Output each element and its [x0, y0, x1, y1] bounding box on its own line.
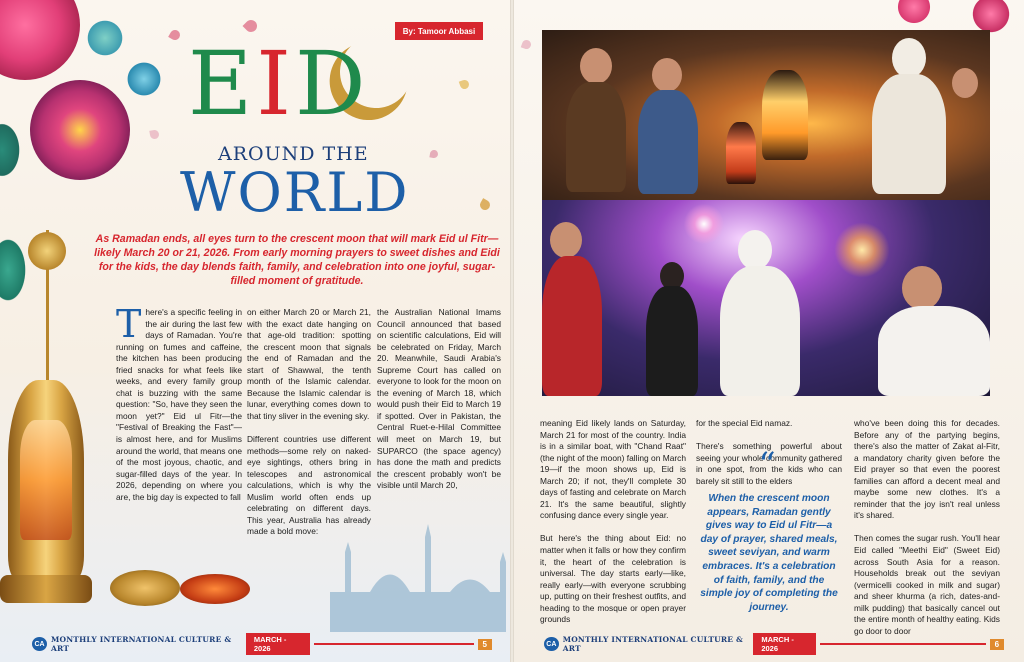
- footer-rule: [314, 643, 474, 645]
- paragraph: meaning Eid likely lands on Saturday, March 21 for most of the country. India is in a similar boat, with "Chand Raat" (the night of the moon) falling on March 19—if the moon shows up, Eid is March 20; if not, they'll complete 30 days of fasting and celebrate on March 21. It's the same beautiful, slightly confusing dance every single year.: [540, 418, 686, 521]
- person-figure: [892, 38, 926, 78]
- paragraph: There's something powerful about seeing your whole community gathered in one spot, from the kids who can barely sit still to the elders: [696, 441, 842, 486]
- title-world: WORLD: [180, 161, 410, 224]
- title-letter-e: E: [188, 32, 257, 135]
- person-figure: [878, 306, 990, 396]
- left-column-1: [116, 302, 242, 515]
- page-number: 6: [990, 639, 1004, 650]
- left-column-2: [247, 307, 371, 549]
- firework: [832, 220, 892, 280]
- person-figure: [952, 68, 978, 98]
- firework: [682, 202, 726, 246]
- drop-cap: T: [116, 302, 142, 346]
- quote-icon: “: [758, 445, 776, 485]
- magazine-name: MONTHLY INTERNATIONAL CULTURE & ART: [562, 635, 743, 653]
- person-figure: [720, 266, 800, 396]
- paragraph: Different countries use different methods—some rely on naked-eye sightings, others bring in telescopes and astronomical calculations, which is why the Muslim world often ends up celebrating on different days. This year, Australia has already made a bold move:: [247, 433, 371, 537]
- issue-date: MARCH - 2026: [753, 633, 816, 655]
- right-footer: [544, 636, 1004, 652]
- person-figure: [646, 286, 698, 396]
- left-footer: [32, 636, 492, 652]
- person-figure: [638, 90, 698, 194]
- lantern-icon: [762, 70, 808, 160]
- person-figure: [738, 230, 772, 270]
- lantern-icon: [726, 122, 756, 184]
- paragraph: on either March 20 or March 21, with the exact date hanging on that age-old tradition: spotting the crescent moon that signals the end of Ramadan and the start of Shawwal, the tenth month of the Islamic calendar. Because the Islamic calendar is lunar, everything comes down to that tiny sliver in the evening sky.: [247, 307, 371, 421]
- right-page: [514, 0, 1024, 662]
- person-figure: [542, 256, 602, 396]
- person-figure: [566, 82, 626, 192]
- magazine-logo-icon: CA: [544, 637, 559, 651]
- left-column-3: [377, 307, 501, 503]
- article-deck: As Ramadan ends, all eyes turn to the crescent moon that will mark Eid ul Fitr—likely March 20 or 21, 2026. From early morning prayers to sweet dishes and Eidi for the kids, the day blends faith, family, and celebration into one joyful, sugar-filled moment of gratitude.: [94, 233, 500, 287]
- person-figure: [872, 74, 946, 194]
- magazine-logo-icon: CA: [32, 637, 47, 651]
- person-figure: [652, 58, 682, 92]
- paragraph: here's a specific feeling in the air during the last few days of Ramadan. You're running on fumes and caffeine, the kitchen has been producing fried snacks for what feels like weeks, and every family group chat is buzzing with the same question: "So, have they seen the moon yet?" Eid ul Fitr—the "Festival of Breaking the Fast"—is almost here, and for Muslims around the world, that means one of the most joyous, chaotic, and sugar-filled days of the year. In 2026, depending on where you are, the big day is expected to fall: [116, 307, 242, 502]
- celebration-photo-collage: [542, 30, 990, 396]
- title-around: AROUND THE: [218, 143, 369, 165]
- page-number: 5: [478, 639, 492, 650]
- person-figure: [580, 48, 612, 84]
- right-column-3: [854, 418, 1000, 649]
- paragraph: the Australian National Imams Council announced that based on scientific calculations, Eid will be celebrated on Friday, March 20. Meanwhile, Saudi Arabia's Supreme Court has called on everyone to look for the moon on the evening of March 18, which would push their Eid to March 19 if spotted. Over in Pakistan, the Central Ruet-e-Hilal Committee will meet on March 19, but SUPARCO (the space agency) has done the math and predicts the crescent probably won't be visible until March 20,: [377, 307, 501, 491]
- person-figure: [902, 266, 942, 310]
- issue-date: MARCH - 2026: [246, 633, 310, 655]
- paragraph: who've been doing this for decades. Before any of the partying begins, there's also the matter of Zakat al-Fitr, a mandatory charity given before the Eid prayer so that even the poorest families can afford a decent meal and maybe some new clothes. It's a reminder that the joy isn't real unless it's shared.: [854, 418, 1000, 521]
- title-eid: [188, 32, 370, 135]
- byline-badge: By: Tamoor Abbasi: [395, 22, 483, 40]
- pull-quote: When the crescent moon appears, Ramadan gently gives way to Eid ul Fitr—a day of prayer, shared meals, sweet seviyan, and warm embraces. It's a celebration of faith, family, and the simple joy of completing the journey.: [700, 493, 838, 613]
- title-letter-d: D: [295, 32, 370, 135]
- magazine-name: MONTHLY INTERNATIONAL CULTURE & ART: [51, 635, 232, 653]
- paragraph: for the special Eid namaz.: [696, 418, 793, 428]
- footer-rule: [820, 643, 985, 645]
- person-figure: [550, 222, 582, 258]
- right-column-1: [540, 418, 686, 637]
- paragraph: But here's the thing about Eid: no matter when it falls or how they confirm it, the heart of the celebration is universal. The day starts early—like, really early—with everyone scrubbing up, putting on their freshest outfits, and heading to the mosque or open prayer grounds: [540, 533, 686, 625]
- paragraph: Then comes the sugar rush. You'll hear Eid called "Meethi Eid" (Sweet Eid) across South Asia for a reason. Households break out the seviyan (vermicelli cooked in milk and sugar) and sheer khurma (a rich, dates-and-milk pudding) that basically cancel out the entire month of healthy eating. Kids go door to door: [854, 533, 1000, 636]
- left-page: [0, 0, 510, 662]
- title-letter-i: I: [256, 32, 296, 135]
